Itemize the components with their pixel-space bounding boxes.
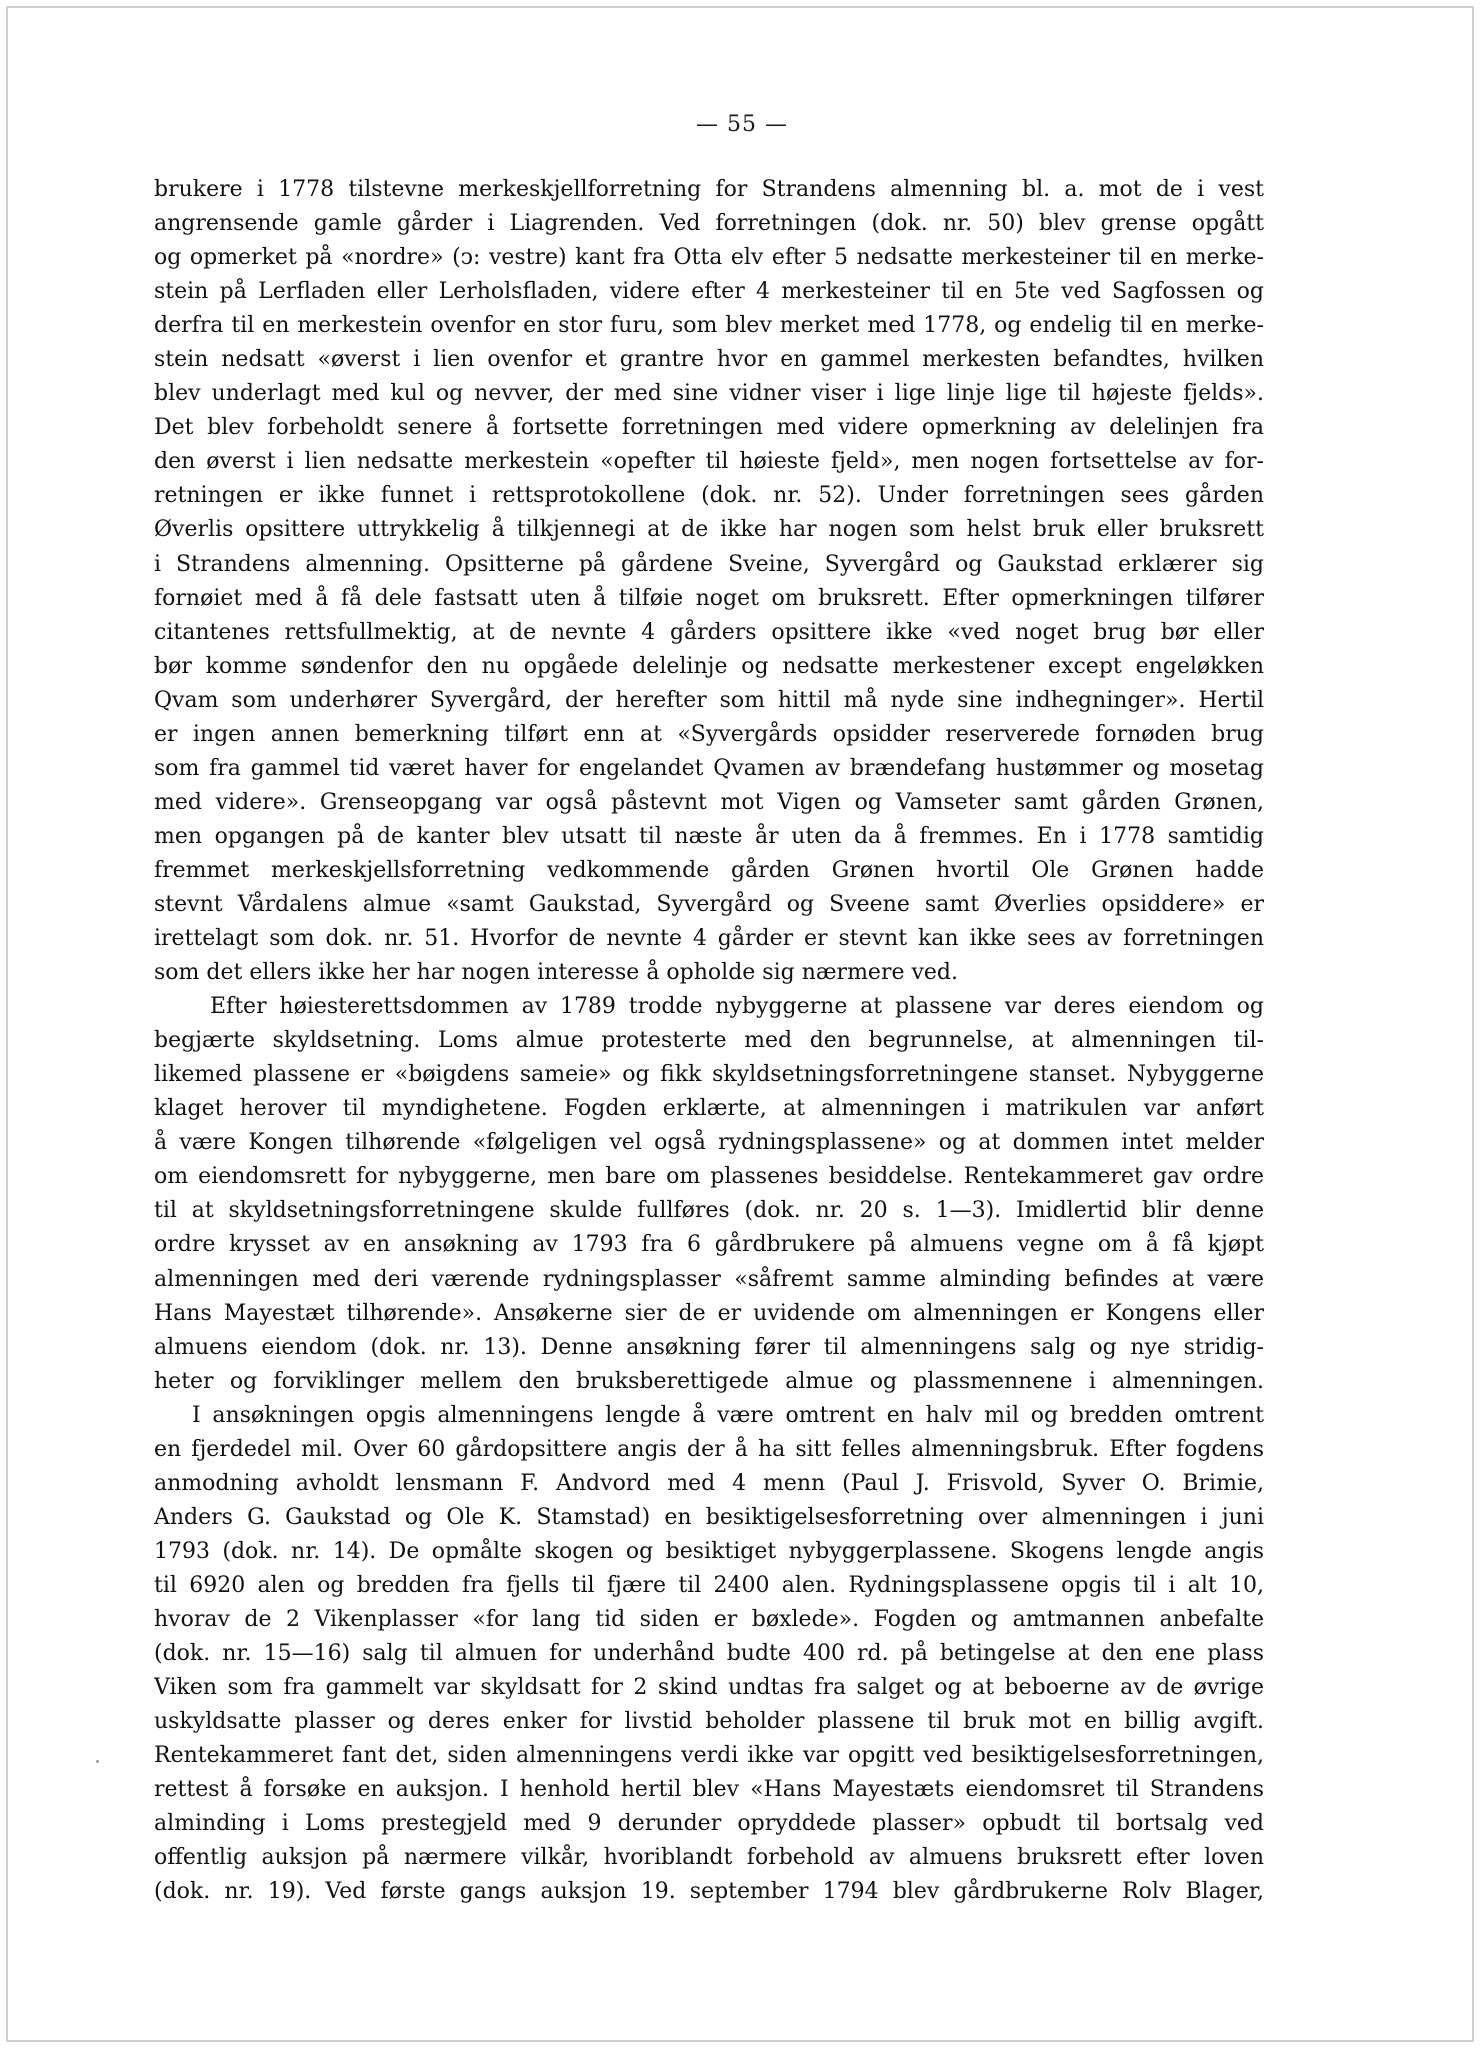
text-line: begjærte skyldsetning. Loms almue protesterte med den begrunnelse, at almenningen til- xyxy=(154,1028,1264,1054)
text-line: almuens eiendom (dok. nr. 13). Denne ansøkning fører til almenningens salg og nye stridig- xyxy=(154,1334,1264,1360)
text-line: med videre». Grenseopgang var også påstevnt mot Vigen og Vamseter samt gården Grønen, xyxy=(154,789,1264,815)
text-line: bør komme søndenfor den nu opgåede delelinje og nedsatte merkestener except engeløkken xyxy=(154,653,1264,679)
text-line: om eiendomsrett for nybyggerne, men bare om plassenes besiddelse. Rentekammeret gav ordre xyxy=(154,1164,1264,1190)
page-number: — 55 — xyxy=(696,112,788,137)
text-line: den øverst i lien nedsatte merkestein «opefter til høieste fjeld», men nogen fortsettelse av for- xyxy=(154,449,1264,475)
text-line: fornøiet med å få dele fastsatt uten å tilføie noget om bruksrett. Efter opmerkningen tilfører xyxy=(154,585,1264,611)
text-line: likemed plassene er «bøigdens sameie» og fikk skyldsetningsforretningene stanset. Nybyggerne xyxy=(154,1062,1264,1088)
text-line: hvorav de 2 Vikenplasser «for lang tid siden er bøxlede». Fogden og amtmannen anbefalte xyxy=(154,1606,1264,1632)
text-line: retningen er ikke funnet i rettsprotokollene (dok. nr. 52). Under forretningen sees gården xyxy=(154,483,1264,509)
text-line: (dok. nr. 19). Ved første gangs auksjon 19. september 1794 blev gårdbrukerne Rolv Blager, xyxy=(154,1879,1264,1905)
text-line: Øverlis opsittere uttrykkelig å tilkjennegi at de ikke har nogen som helst bruk eller bruksrett xyxy=(154,517,1264,543)
text-line: irettelagt som dok. nr. 51. Hvorfor de nevnte 4 gårder er stevnt kan ikke sees av forretningen xyxy=(154,926,1264,952)
text-line: uskyldsatte plasser og deres enker for livstid beholder plassene til bruk mot en billig avgift. xyxy=(154,1709,1264,1735)
text-line: 1793 (dok. nr. 14). De opmålte skogen og besiktiget nybyggerplassene. Skogens lengde angis xyxy=(154,1538,1264,1564)
text-line: Efter høiesterettsdommen av 1789 trodde nybyggerne at plassene var deres eiendom og xyxy=(210,994,1264,1020)
text-line: Qvam som underhører Syvergård, der herefter som hittil må nyde sine indhegninger». Hertil xyxy=(154,687,1264,713)
text-line: men opgangen på de kanter blev utsatt til næste år uten da å fremmes. En i 1778 samtidig xyxy=(154,823,1264,849)
text-line: derfra til en merkestein ovenfor en stor furu, som blev merket med 1778, og endelig til en merke- xyxy=(154,313,1264,339)
text-line: alminding i Loms prestegjeld med 9 derunder opryddede plasser» opbudt til bortsalg ved xyxy=(154,1811,1264,1837)
text-line: til at skyldsetningsforretningene skulde fullføres (dok. nr. 20 s. 1—3). Imidlertid blir denne xyxy=(154,1198,1264,1224)
text-line: Anders G. Gaukstad og Ole K. Stamstad) en besiktigelsesforretning over almenningen i juni xyxy=(154,1504,1264,1530)
text-line: offentlig auksjon på nærmere vilkår, hvoriblandt forbehold av almuens bruksrett efter loven xyxy=(154,1845,1264,1871)
text-line: blev underlagt med kul og nevver, der med sine vidner viser i lige linje lige til højeste fjelds». xyxy=(154,381,1264,407)
text-line: en fjerdedel mil. Over 60 gårdopsittere angis der å ha sitt felles almenningsbruk. Efter fogdens xyxy=(154,1436,1264,1462)
text-line: Rentekammeret fant det, siden almenningens verdi ikke var opgitt ved besiktigelsesforretningen, xyxy=(154,1743,1264,1769)
text-line: almenningen med deri værende rydningsplasser «såfremt samme alminding befindes at være xyxy=(154,1266,1264,1292)
text-line: å være Kongen tilhørende «følgeligen vel også rydningsplassene» og at dommen intet melder xyxy=(154,1130,1264,1156)
scan-speck xyxy=(96,1760,99,1763)
text-line: i Strandens almenning. Opsitterne på gårdene Sveine, Syvergård og Gaukstad erklærer sig xyxy=(154,551,1264,577)
text-line: ordre krysset av en ansøkning av 1793 fra 6 gårdbrukere på almuens vegne om å få kjøpt xyxy=(154,1232,1264,1258)
text-line: fremmet merkeskjellsforretning vedkommende gården Grønen hvortil Ole Grønen hadde xyxy=(154,857,1264,883)
text-line: Hans Mayestæt tilhørende». Ansøkerne sier de er uvidende om almenningen er Kongens eller xyxy=(154,1300,1264,1326)
text-line: som det ellers ikke her har nogen interesse å opholde sig nærmere ved. xyxy=(154,960,958,986)
text-line: I ansøkningen opgis almenningens lengde å være omtrent en halv mil og bredden omtrent xyxy=(192,1402,1264,1428)
text-line: og opmerket på «nordre» (ↄ: vestre) kant fra Otta elv efter 5 nedsatte merkesteiner til en merke- xyxy=(154,245,1264,271)
text-line: rettest å forsøke en auksjon. I henhold hertil blev «Hans Mayestæts eiendomsret til Strandens xyxy=(154,1777,1264,1803)
text-line: angrensende gamle gårder i Liagrenden. Ved forretningen (dok. nr. 50) blev grense opgått xyxy=(154,211,1264,237)
text-line: (dok. nr. 15—16) salg til almuen for underhånd budte 400 rd. på betingelse at den ene plass xyxy=(154,1641,1264,1667)
text-line: citantenes rettsfullmektig, at de nevnte 4 gårders opsittere ikke «ved noget brug bør eller xyxy=(154,619,1264,645)
text-line: som fra gammel tid været haver for engelandet Qvamen av brændefang hustømmer og mosetag xyxy=(154,755,1264,781)
text-line: stevnt Vårdalens almue «samt Gaukstad, Syvergård og Sveene samt Øverlies opsiddere» er xyxy=(154,891,1264,917)
text-line: til 6920 alen og bredden fra fjells til fjære til 2400 alen. Rydningsplassene opgis til i alt 10, xyxy=(154,1572,1264,1598)
text-line: Det blev forbeholdt senere å fortsette forretningen med videre opmerkning av delelinjen fra xyxy=(154,415,1264,441)
text-line: brukere i 1778 tilstevne merkeskjellforretning for Strandens almenning bl. a. mot de i vest xyxy=(154,177,1264,202)
text-line: anmodning avholdt lensmann F. Andvord med 4 menn (Paul J. Frisvold, Syver O. Brimie, xyxy=(154,1470,1264,1496)
text-line: er ingen annen bemerkning tilført enn at «Syvergårds opsidder reserverede fornøden brug xyxy=(154,721,1264,747)
text-line: heter og forviklinger mellem den bruksberettigede almue og plassmennene i almenningen. xyxy=(154,1368,1264,1394)
body-text xyxy=(154,173,1264,1909)
text-line: stein nedsatt «øverst i lien ovenfor et grantre hvor en gammel merkesten befandtes, hvilken xyxy=(154,347,1264,373)
text-line: stein på Lerfladen eller Lerholsfladen, videre efter 4 merkesteiner til en 5te ved Sagfossen og xyxy=(154,279,1264,305)
text-line: Viken som fra gammelt var skyldsatt for 2 skind undtas fra salget og at beboerne av de øvrige xyxy=(154,1675,1264,1701)
text-line: klaget herover til myndighetene. Fogden erklærte, at almenningen i matrikulen var anført xyxy=(154,1096,1264,1122)
